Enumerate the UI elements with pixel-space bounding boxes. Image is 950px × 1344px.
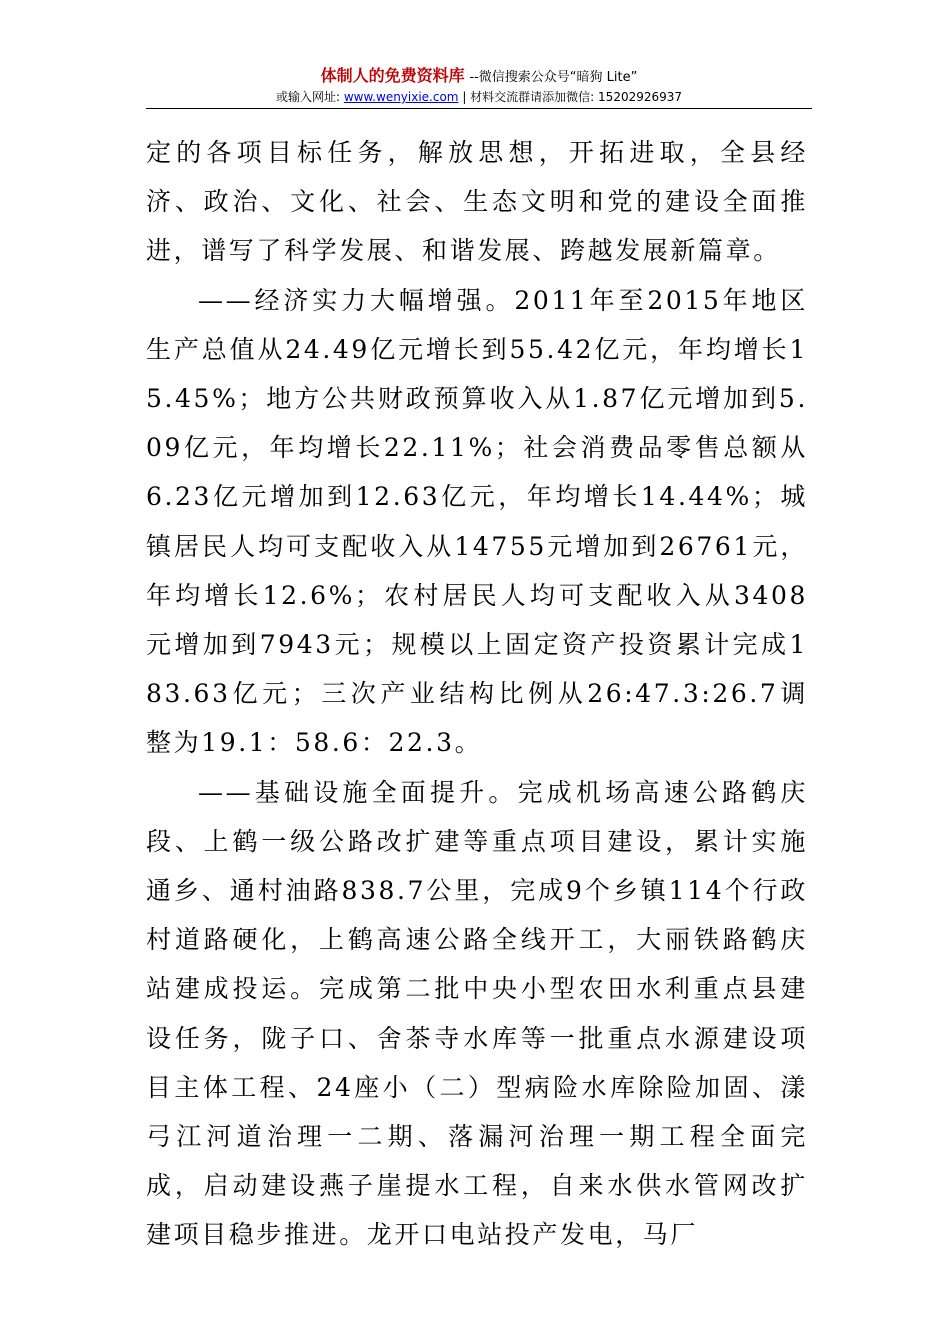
header-divider xyxy=(146,108,812,109)
paragraph-continuation: 定的各项目标任务，解放思想，开拓进取，全县经济、政治、文化、社会、生态文明和党的建设全面推进，谱写了科学发展、和谐发展、跨越发展新篇章。 xyxy=(146,138,808,266)
header-contact-info: | 材料交流群请添加微信: 15202926937 xyxy=(462,90,683,104)
page-header xyxy=(146,66,812,106)
header-title-line xyxy=(146,66,812,88)
header-subtitle: --微信搜索公众号“暗狗 Lite” xyxy=(469,70,638,85)
header-brand: 体制人的免费资料库 xyxy=(320,66,465,85)
paragraph-infrastructure: ——基础设施全面提升。完成机场高速公路鹤庆段、上鹤一级公路改扩建等重点项目建设，累计实施通乡、通村油路838.7公里，完成9个乡镇114个行政村道路硬化，上鹤高速公路全线开工，大丽铁路鹤庆站建成投运。完成第二批中央小型农田水利重点县建设任务，陇子口、舍茶寺水库等一批重点水源建设项目主体工程、24座小（二）型病险水库除险加固、漾弓江河道治理一二期、落漏河治理一期工程全面完成，启动建设燕子崖提水工程，自来水供水管网改扩建项目稳步推进。龙开口电站投产发电，马厂 xyxy=(146,777,808,1250)
header-contact-line xyxy=(146,88,812,106)
document-body xyxy=(146,128,808,1260)
header-website-link[interactable]: www.wenyixie.com xyxy=(343,90,459,104)
paragraph-economic-strength: ——经济实力大幅增强。2011年至2015年地区生产总值从24.49亿元增长到55.42亿元，年均增长15.45%；地方公共财政预算收入从1.87亿元增加到5.09亿元，年均增长22.11%；社会消费品零售总额从6.23亿元增加到12.63亿元，年均增长14.44%；城镇居民人均可支配收入从14755元增加到26761元，年均增长12.6%；农村居民人均可支配收入从3408元增加到7943元；规模以上固定资产投资累计完成183.63亿元；三次产业结构比例从26:47.3:26.7调整为19.1：58.6：22.3。 xyxy=(146,285,808,758)
header-address-prefix: 或输入网址: xyxy=(275,90,341,104)
